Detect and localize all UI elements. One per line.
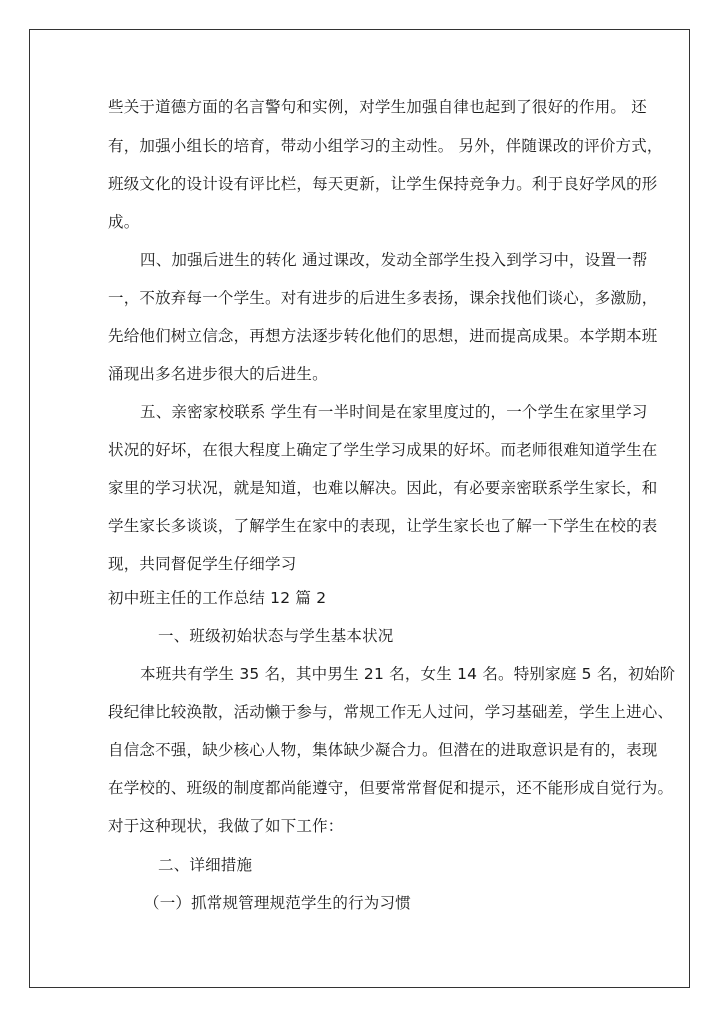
paragraph-line: 先给他们树立信念，再想方法逐步转化他们的思想，进而提高成果。本学期本班 bbox=[108, 327, 658, 345]
heading-1: 一、班级初始状态与学生基本状况 bbox=[158, 627, 394, 645]
paragraph-line: 班级文化的设计设有评比栏，每天更新，让学生保持竞争力。利于良好学风的形 bbox=[108, 175, 658, 193]
paragraph-line: 成。 bbox=[108, 213, 140, 231]
paragraph-line: 有，加强小组长的培育，带动小组学习的主动性。 另外，伴随课改的评价方式， bbox=[108, 137, 663, 155]
paragraph-line: 涌现出多名进步很大的后进生。 bbox=[108, 365, 328, 383]
paragraph-line: 家里的学习状况，就是知道，也难以解决。因此，有必要亲密联系学生家长，和 bbox=[108, 479, 658, 497]
paragraph-line: 段纪律比较涣散，活动懒于参与，常规工作无人过问，学习基础差，学生上进心、 bbox=[108, 703, 674, 721]
paragraph-line: 本班共有学生 35 名，其中男生 21 名，女生 14 名。特别家庭 5 名，初始阶 bbox=[140, 665, 676, 683]
heading-2: 二、详细措施 bbox=[158, 856, 253, 874]
page-border bbox=[29, 29, 690, 988]
section-title: 初中班主任的工作总结 12 篇 2 bbox=[108, 589, 327, 607]
paragraph-line: 学生家长多谈谈，了解学生在家中的表现，让学生家长也了解一下学生在校的表 bbox=[108, 517, 658, 535]
paragraph-line: 些关于道德方面的名言警句和实例，对学生加强自律也起到了很好的作用。 还 bbox=[108, 98, 647, 116]
paragraph-line: 在学校的、班级的制度都尚能遵守，但要常常督促和提示，还不能形成自觉行为。 bbox=[108, 779, 674, 797]
paragraph-line: 五、亲密家校联系 学生有一半时间是在家里度过的，一个学生在家里学习 bbox=[140, 403, 648, 421]
paragraph-line: 状况的好坏，在很大程度上确定了学生学习成果的好坏。而老师很难知道学生在 bbox=[108, 441, 658, 459]
paragraph-line: 自信念不强，缺少核心人物，集体缺少凝合力。但潜在的进取意识是有的，表现 bbox=[108, 741, 658, 759]
heading-3: （一）抓常规管理规范学生的行为习惯 bbox=[144, 894, 411, 912]
paragraph-line: 对于这种现状，我做了如下工作： bbox=[108, 817, 344, 835]
paragraph-line: 现，共同督促学生仔细学习 bbox=[108, 555, 297, 573]
paragraph-line: 一，不放弃每一个学生。对有进步的后进生多表扬，课余找他们谈心，多激励， bbox=[108, 289, 658, 307]
paragraph-line: 四、加强后进生的转化 通过课改，发动全部学生投入到学习中，设置一帮 bbox=[140, 251, 648, 269]
